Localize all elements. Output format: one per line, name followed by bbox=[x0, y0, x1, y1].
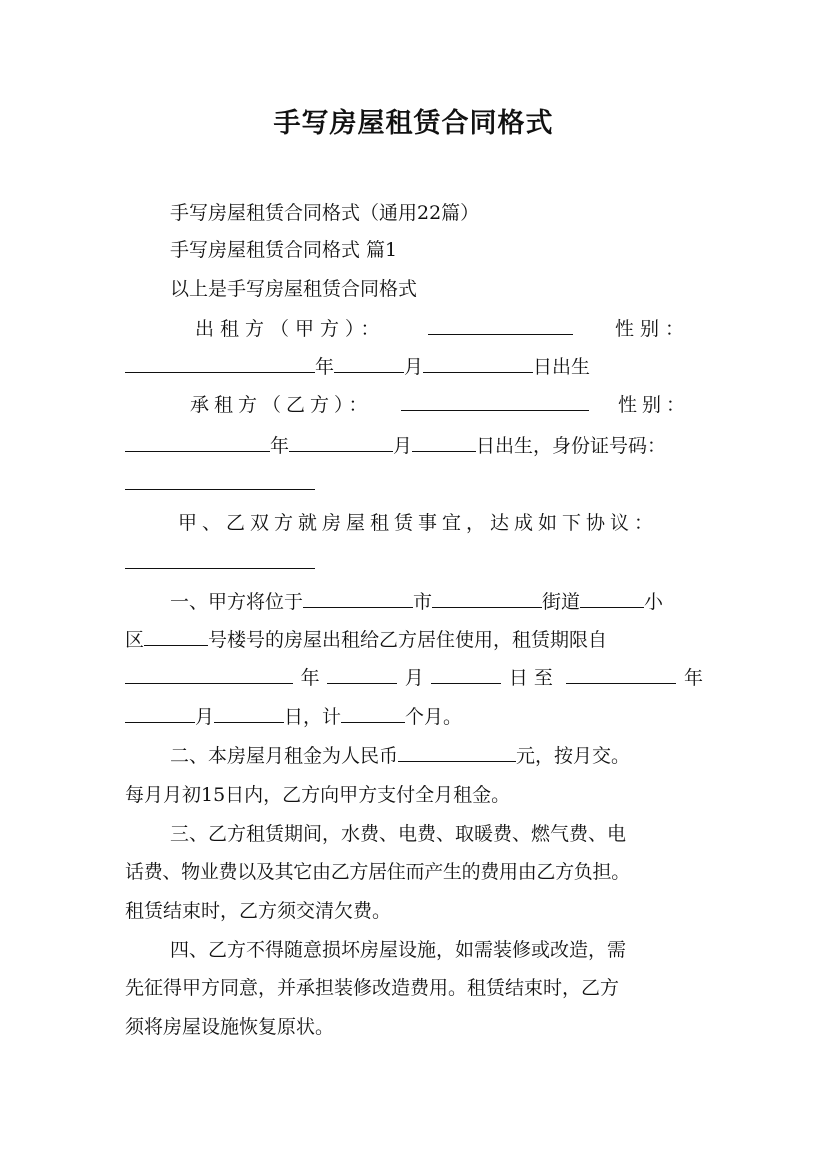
document-title: 手写房屋租赁合同格式 bbox=[273, 108, 554, 139]
months-end-label: 个月。 bbox=[405, 706, 463, 728]
months-blank[interactable] bbox=[341, 700, 405, 723]
end-month-blank[interactable] bbox=[125, 700, 195, 723]
street-label: 街道 bbox=[542, 591, 581, 613]
clause3-line2: 话费、物业费以及其它由乙方居住而产生的费用由乙方负担。 bbox=[125, 861, 630, 883]
intro-line: 以上是手写房屋租赁合同格式 bbox=[170, 278, 418, 300]
to-label: 日至 bbox=[508, 667, 559, 689]
agreement-intro: 甲、乙双方就房屋租赁事宜，达成如下协议： bbox=[178, 512, 659, 534]
party-b-gender-blank[interactable] bbox=[125, 429, 270, 452]
clause2-text: 二、本房屋月租金为人民币 bbox=[170, 745, 399, 767]
street-blank[interactable] bbox=[432, 585, 542, 608]
subtitle-line: 手写房屋租赁合同格式（通用22篇） bbox=[170, 202, 480, 224]
clause1-text: 一、甲方将位于 bbox=[170, 591, 304, 613]
party-a-year-blank[interactable] bbox=[334, 350, 404, 373]
rent-blank[interactable] bbox=[398, 739, 516, 762]
year-label: 年 bbox=[315, 356, 335, 378]
born-label: 日出生 bbox=[533, 356, 591, 378]
party-a-name-blank[interactable] bbox=[428, 312, 573, 335]
start-year-blank[interactable] bbox=[125, 661, 293, 684]
party-b-name-blank[interactable] bbox=[401, 388, 589, 411]
party-b-line bbox=[190, 388, 690, 422]
party-a-gender-label: 性别： bbox=[614, 318, 690, 340]
clause1-line2 bbox=[125, 623, 705, 657]
year-label: 年 bbox=[683, 667, 703, 689]
month-label: 月 bbox=[404, 667, 424, 689]
clause4-line1: 四、乙方不得随意损坏房屋设施，如需装修或改造，需 bbox=[170, 939, 627, 961]
clause1-text-b: 号楼号的房屋出租给乙方居住使用，租赁期限自 bbox=[208, 629, 608, 651]
clause1-line4 bbox=[125, 700, 705, 734]
party-a-label: 出租方（甲方）： bbox=[195, 318, 386, 340]
party-a-line bbox=[195, 312, 690, 346]
party-b-birth-line bbox=[125, 429, 705, 463]
clause3-line3: 租赁结束时，乙方须交清欠费。 bbox=[125, 900, 392, 922]
party-a-birth-line bbox=[125, 350, 705, 384]
party-b-label: 承租方（乙方）： bbox=[190, 394, 373, 416]
clause2-line1 bbox=[170, 739, 750, 773]
month-label: 月 bbox=[404, 356, 424, 378]
agreement-blank-line bbox=[125, 546, 705, 580]
party-b-gender-label: 性别： bbox=[617, 394, 690, 416]
party-b-year-blank[interactable] bbox=[289, 429, 393, 452]
building-blank[interactable] bbox=[144, 623, 208, 646]
total-label: 日，计 bbox=[284, 706, 342, 728]
section-heading: 手写房屋租赁合同格式 篇1 bbox=[170, 239, 398, 261]
city-blank[interactable] bbox=[303, 585, 413, 608]
city-label: 市 bbox=[413, 591, 433, 613]
end-year-blank[interactable] bbox=[566, 661, 676, 684]
agreement-blank[interactable] bbox=[125, 546, 315, 569]
id-number-line bbox=[125, 467, 705, 501]
start-month-blank[interactable] bbox=[327, 661, 397, 684]
party-a-month-blank[interactable] bbox=[423, 350, 533, 373]
clause4-line3: 须将房屋设施恢复原状。 bbox=[125, 1016, 335, 1038]
clause1-line1 bbox=[170, 585, 750, 619]
clause4-line2: 先征得甲方同意，并承担装修改造费用。租赁结束时，乙方 bbox=[125, 977, 620, 999]
clause2-text-b: 元，按月交。 bbox=[516, 745, 631, 767]
year-label: 年 bbox=[300, 667, 320, 689]
end-day-blank[interactable] bbox=[214, 700, 284, 723]
month-label: 月 bbox=[393, 435, 413, 457]
clause1-line3 bbox=[125, 661, 703, 695]
district-label: 区 bbox=[125, 629, 145, 651]
clause3-line1: 三、乙方租赁期间，水费、电费、取暖费、燃气费、电 bbox=[170, 823, 627, 845]
id-number-blank[interactable] bbox=[125, 467, 315, 490]
party-a-gender-blank[interactable] bbox=[125, 350, 315, 373]
clause2-line2: 每月月初15日内，乙方向甲方支付全月租金。 bbox=[125, 784, 511, 806]
start-day-blank[interactable] bbox=[431, 661, 501, 684]
year-label: 年 bbox=[270, 435, 290, 457]
month-label: 月 bbox=[195, 706, 215, 728]
born-id-label: 日出生，身份证号码： bbox=[476, 435, 667, 457]
party-b-month-blank[interactable] bbox=[412, 429, 476, 452]
community-blank[interactable] bbox=[580, 585, 644, 608]
community-label: 小 bbox=[644, 591, 664, 613]
